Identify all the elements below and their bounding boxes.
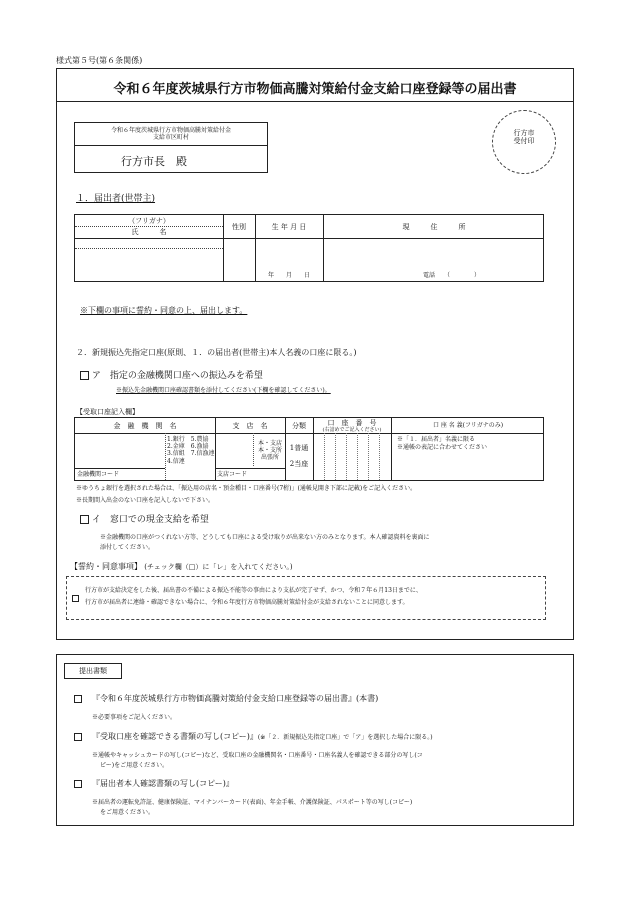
furigana-label: （フリガナ） — [128, 217, 170, 225]
account-holder-label: 口 座 名 義(フリガナのみ) — [432, 422, 504, 429]
holder-note2: ※通帳の表記に合わせてください — [397, 444, 488, 451]
form-number: 様式第５号(第６条関係) — [56, 56, 143, 65]
bank-type-row: 2.金庫 6.漁協 — [167, 443, 209, 451]
consent-checkbox[interactable] — [72, 595, 79, 602]
doc-item3-checkbox[interactable] — [74, 780, 82, 788]
doc-item2-checkbox[interactable] — [74, 733, 82, 741]
doc-item1-label: 『令和６年度茨城県行方市物価高騰対策給付金支給口座登録等の届出書』(本書) — [92, 694, 379, 703]
option-i-note1: ※金融機関の口座がつくれない方等、どうしても口座による受け取りが出来ない方のみとなります。本人確認資料を裏面に — [100, 534, 430, 541]
doc-item3-note2: をご用意ください。 — [100, 809, 155, 816]
option-i[interactable] — [80, 515, 209, 526]
address-label: 現 住 所 — [402, 223, 466, 231]
account-number-label: 口 座 番 号 — [327, 419, 377, 427]
option-a-label: ア 指定の金融機関口座への振込みを希望 — [91, 371, 263, 381]
bank-code-label: 金融機関コード — [77, 471, 120, 478]
bank-type-row: 3.信組 7.信漁連 — [167, 450, 215, 458]
branch-name-label: 支 店 名 — [232, 422, 268, 430]
addressee-box — [74, 122, 268, 173]
account-entry-label: 【受取口座記入欄】 — [76, 408, 139, 416]
documents-heading-box — [64, 663, 122, 679]
dob-ymd: 年 月 日 — [267, 272, 310, 279]
bank-type-row: 4.信連 — [167, 457, 185, 465]
doc-item2-suffix: (※「２．新規振込先指定口座」で「ア」を選択した場合に限る。) — [257, 734, 433, 741]
dormant-note: ※長期間入出金のない口座を記入しないで下さい。 — [76, 497, 215, 504]
consent-text1: 行方市が支給決定をした後、届出書の不備による振込不能等の事由により支払が完了せず、かつ、令和７年６月13日までに、 — [85, 587, 422, 594]
branch-code-label: 支店コード — [217, 471, 248, 478]
doc-item3-note1: ※届出者の運転免許証、健康保険証、マイナンバーカード(表面)、年金手帳、介護保険証、パスポート等の写し(コピー) — [92, 799, 413, 806]
documents-heading: 提出書類 — [79, 667, 107, 675]
stamp-line2: 受付印 — [513, 137, 535, 146]
option-a[interactable] — [80, 371, 263, 382]
doc-item2-label: 『受取口座を確認できる書類の写し(コピー)』 — [92, 732, 258, 741]
consent-box — [66, 576, 546, 620]
branch-types — [255, 440, 285, 462]
doc-item1-checkbox[interactable] — [74, 695, 82, 703]
bank-type-row: 1.銀行 5.農協 — [167, 436, 209, 443]
option-a-note: ※振込先金融機関口座確認書類を添付してください(下欄を確認してください)。 — [116, 387, 331, 394]
account-number-note: (右詰めでご記入ください) — [322, 427, 382, 433]
consent-heading-row — [70, 562, 293, 572]
account-table — [74, 417, 544, 481]
applicant-table — [74, 214, 544, 282]
section1-heading: １．届出者(世帯主) — [76, 194, 156, 204]
name-label: 氏 名 — [131, 228, 167, 236]
doc-item2 — [74, 732, 433, 742]
option-a-checkbox[interactable] — [80, 371, 89, 380]
classification-label: 分類 — [292, 422, 306, 430]
yucho-note: ※ゆうちょ銀行を選択された場合は、「振込用の店名・預金種目・口座番号(7桁)」(通帳見開き下部に記載)をご記入ください。 — [76, 485, 417, 492]
doc-item2-note1: ※通帳やキャッシュカードの写し(コピー)など、受取口座の金融機関名・口座番号・口座名義人を確認できる部分の写し(コ — [92, 752, 423, 759]
oath-note: ※下欄の事項に誓約・同意の上、届出します。 — [80, 306, 248, 315]
phone-label: 電話 （ ） — [423, 272, 481, 279]
gender-label: 性別 — [232, 223, 246, 231]
stamp-line1: 行方市 — [513, 129, 535, 137]
title-divider — [56, 101, 574, 102]
holder-note1: ※「１．届出者」名義に限る — [397, 436, 476, 443]
consent-text2: 行方市が届出者に連絡・確認できない場合に、令和６年度行方市物価高騰対策給付金が支給されないことに同意します。 — [85, 599, 409, 606]
dob-label: 生 年 月 日 — [271, 223, 307, 231]
addressee-name: 行方市長 殿 — [121, 155, 187, 168]
doc-item2-note2: ピー)をご用意ください。 — [100, 762, 169, 769]
branch-type: 本・支所 — [257, 447, 282, 455]
addressee-line2: 支給市区町村 — [152, 134, 189, 142]
class-ordinary: 1普通 — [289, 444, 309, 452]
form-title: 令和６年度茨城県行方市物価高騰対策給付金支給口座登録等の届出書 — [113, 82, 517, 97]
doc-item3-label: 『届出者本人確認書類の写し(コピー)』 — [92, 779, 234, 788]
option-i-note2: 添付してください。 — [100, 544, 155, 551]
bank-name-label: 金 融 機 関 名 — [113, 422, 177, 430]
reception-stamp — [492, 110, 556, 174]
doc-item3 — [74, 779, 234, 789]
consent-heading-note: (チェック欄（□）に「レ」を入れてください。) — [144, 563, 293, 571]
branch-type: 出張所 — [260, 454, 279, 462]
section2-heading: ２．新規振込先指定口座(原則、１．の届出者(世帯主)本人名義の口座に限る。) — [76, 348, 357, 357]
option-i-label: イ 窓口での現金支給を希望 — [91, 515, 209, 525]
addressee-line1: 令和６年度茨城県行方市物価高騰対策給付金 — [110, 127, 231, 134]
bank-types — [167, 436, 214, 465]
consent-heading: 【誓約・同意事項】 — [70, 562, 142, 571]
option-i-checkbox[interactable] — [80, 515, 89, 524]
class-current: 2当座 — [289, 460, 309, 468]
branch-type: 本・支店 — [257, 440, 282, 447]
doc-item1-note: ※必要事項をご記入ください。 — [92, 714, 177, 721]
doc-item1 — [74, 694, 378, 704]
